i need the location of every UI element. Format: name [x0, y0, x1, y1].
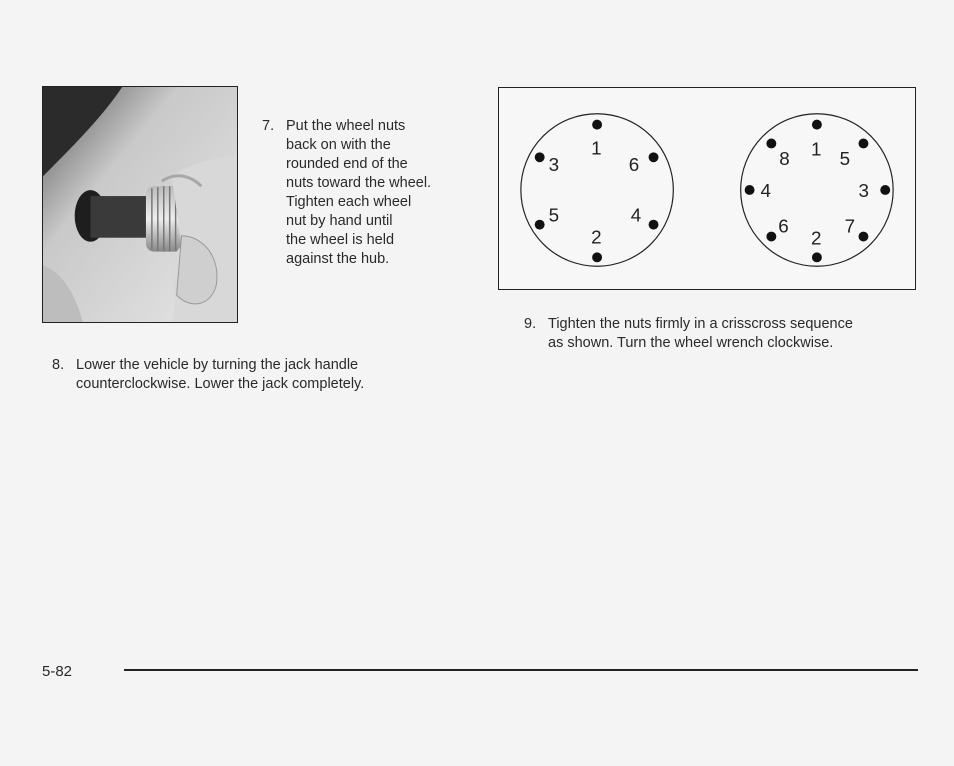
nut-dot [745, 185, 755, 195]
nut-label: 1 [810, 138, 822, 160]
step-text-line: the wheel is held [286, 232, 395, 248]
step-text-line: nut by hand until [286, 213, 393, 229]
nut-dot [649, 152, 659, 162]
step-text-line: nuts toward the wheel. [286, 175, 432, 191]
nut-label: 4 [760, 179, 771, 201]
nut-label: 7 [844, 215, 856, 237]
page-number: 5-82 [42, 663, 73, 680]
nut-dot [858, 232, 868, 242]
step-text-line: as shown. Turn the wheel wrench clockwise. [548, 335, 834, 351]
nut-dot [592, 120, 602, 130]
footer-rule [124, 669, 918, 671]
nut-dot [766, 232, 776, 242]
nut-label: 2 [591, 226, 602, 248]
step-number: 7. [262, 118, 275, 134]
nut-label: 3 [858, 179, 869, 201]
nut-dot [592, 252, 602, 262]
wheel-nut-photo [42, 86, 238, 323]
nut-dot [812, 120, 822, 130]
step-text-line: Tighten each wheel [286, 194, 412, 210]
step-text-line: Tighten the nuts firmly in a crisscross sequence [548, 316, 853, 332]
step-text-line: Put the wheel nuts [286, 118, 406, 134]
nut-dot [880, 185, 890, 195]
step-9 [524, 315, 924, 353]
nut-label: 5 [839, 148, 851, 170]
nut-dot [535, 152, 545, 162]
nut-dot [766, 138, 776, 148]
step-7 [262, 117, 467, 269]
nut-label: 2 [810, 227, 822, 249]
crisscross-diagram [498, 87, 916, 290]
nut-label: 6 [778, 215, 789, 237]
nut-label: 4 [630, 204, 642, 226]
step-8 [52, 356, 452, 394]
step-text-line: Lower the vehicle by turning the jack handle [76, 357, 359, 373]
nut-dot [812, 252, 822, 262]
step-text-line: rounded end of the [286, 156, 408, 172]
nut-label: 3 [548, 154, 560, 176]
nut-label: 8 [779, 148, 790, 170]
nut-dot [535, 220, 545, 230]
step-text-line: counterclockwise. Lower the jack completely. [76, 376, 365, 392]
nut-dot [858, 138, 868, 148]
nut-label: 6 [628, 154, 640, 176]
eight-nut-wheel [741, 114, 893, 266]
step-number: 8. [52, 357, 65, 373]
six-nut-wheel [521, 114, 673, 266]
nut-label: 1 [591, 137, 602, 159]
nut-dot [649, 220, 659, 230]
step-text-line: back on with the [286, 137, 391, 153]
step-text-line: against the hub. [286, 251, 390, 267]
nut-label: 5 [548, 204, 560, 226]
step-number: 9. [524, 316, 537, 332]
